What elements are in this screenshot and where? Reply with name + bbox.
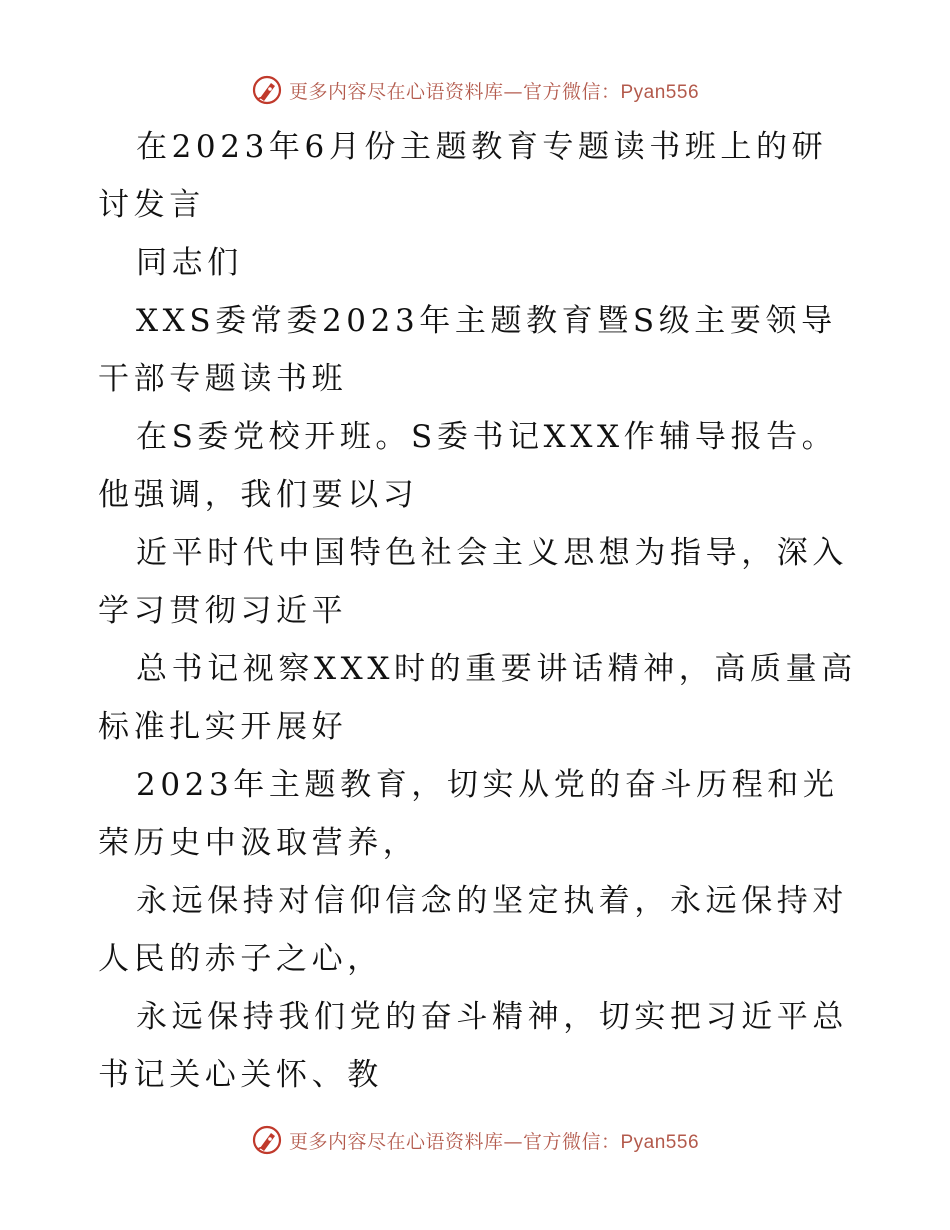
body-paragraph: 永远保持对信仰信念的坚定执着，永远保持对人民的赤子之心， [98,883,848,977]
document-body [98,118,858,1104]
pen-nib-logo-icon [251,1124,283,1156]
body-paragraph: 总书记视察XXX时的重要讲话精神，高质量高标准扎实开展好 [98,651,857,745]
header-watermark-text: 更多内容尽在心语资料库—官方微信：Pyan556 [288,80,700,103]
body-paragraph: 近平时代中国特色社会主义思想为指导，深入学习贯彻习近平 [98,535,848,629]
header-watermark-banner [0,70,950,110]
footer-watermark-banner [0,1120,950,1160]
body-paragraph: 在S委党校开班。S委书记XXX作辅导报告。他强调，我们要以习 [98,419,838,513]
body-paragraph: 永远保持我们党的奋斗精神，切实把习近平总书记关心关怀、教 [98,999,848,1093]
document-title: 在2023年6月份主题教育专题读书班上的研讨发言 [98,129,828,223]
salutation: 同志们 [136,245,243,281]
body-paragraph: XXS委常委2023年主题教育暨S级主要领导干部专题读书班 [98,303,837,397]
footer-watermark-text: 更多内容尽在心语资料库—官方微信：Pyan556 [288,1130,700,1153]
pen-nib-logo-icon [251,74,283,106]
body-paragraph: 2023年主题教育，切实从党的奋斗历程和光荣历史中汲取营养， [98,767,839,861]
